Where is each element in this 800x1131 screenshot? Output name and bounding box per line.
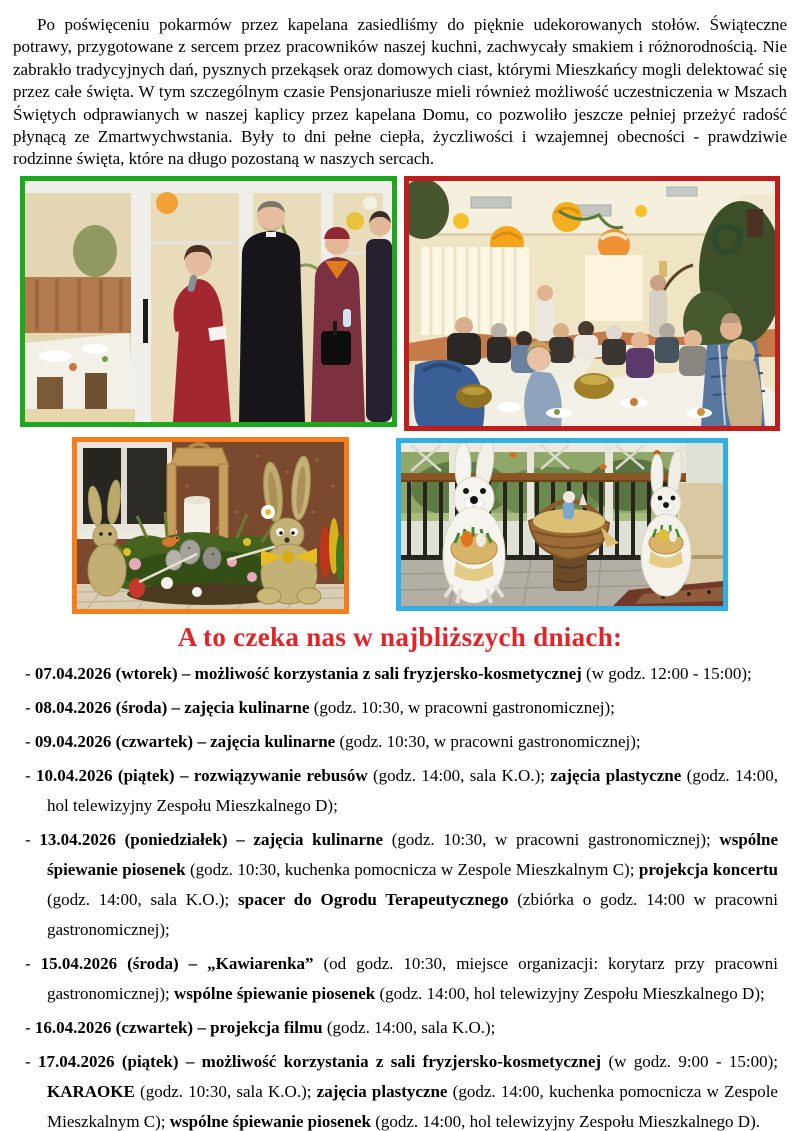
schedule-item: - 16.04.2026 (czwartek) – projekcja filmu (godz. 14:00, sala K.O.); [25, 1017, 496, 1037]
schedule-item: - 07.04.2026 (wtorek) – możliwość korzystania z sali fryzjersko-kosmetycznej (w godz. 12:00 - 15:00); [25, 663, 752, 683]
schedule-item: - 13.04.2026 (poniedziałek) – zajęcia kulinarne (godz. 10:30, w pracowni gastronomicznej); wspólne śpiewanie piosenek (godz. 10:30, kuchenka pomocnicza w Zespole Mieszkalnym C); projekcja koncertu (godz. 14:00, sala K.O.); spacer do Ogrodu Terapeutycznego (zbiórka o godz. 14:00 w pracowni gastronomicznej); [25, 829, 778, 939]
intro-paragraph: Po poświęceniu pokarmów przez kapelana zasiedliśmy do pięknie udekorowanych stołów. Świąteczne potrawy, przygotowane z sercem przez pracowników naszej kuchni, zachwycały smakiem i różnorodnością. Nie zabrakło tradycyjnych dań, pysznych przekąsek oraz domowych ciast, którymi Mieszkańcy mogli delektować się przez całe święta. W tym szczególnym czasie Pensjonariusze mieli również możliwość uczestniczenia w Mszach Świętych odprawianych w naszej kaplicy przez kapelana Domu, co pozwoliło jeszcze pełniej przeżyć radość płynącą ze Zmartwychwstania. Były to dni pełne ciepła, życzliwości i wzajemnej obecności - prawdziwie rodzinne święta, które na długo pozostaną w naszych sercach. [13, 15, 787, 169]
schedule-heading: A to czeka nas w najbliższych dniach: [177, 621, 623, 652]
photo-balcony-bunnies [396, 438, 728, 611]
schedule-item: - 10.04.2026 (piątek) – rozwiązywanie rebusów (godz. 14:00, sala K.O.); zajęcia plastyczne (godz. 14:00, hol telewizyjny Zespołu Mieszkalnego D); [25, 765, 778, 815]
photo-dining-hall [404, 176, 780, 431]
schedule-item: - 15.04.2026 (środa) – „Kawiarenka” (od godz. 10:30, miejsce organizacji: korytarz przy pracowni gastronomicznej); wspólne śpiewanie piosenek (godz. 14:00, hol telewizyjny Zespołu Mieszkalnego D); [25, 953, 779, 1003]
photo-ceremony-speech [20, 176, 397, 427]
schedule-list [0, 655, 800, 1131]
photo-grid [0, 171, 800, 619]
schedule-item: - 09.04.2026 (czwartek) – zajęcia kulinarne (godz. 10:30, w pracowni gastronomicznej); [25, 731, 641, 751]
photo-easter-decoration [72, 437, 349, 614]
schedule-item: - 17.04.2026 (piątek) – możliwość korzystania z sali fryzjersko-kosmetycznej (w godz. 9:00 - 15:00); KARAOKE (godz. 10:30, sala K.O.); zajęcia plastyczne (godz. 14:00, kuchenka pomocnicza w Zespole Mieszkalnym C); wspólne śpiewanie piosenek (godz. 14:00, hol telewizyjny Zespołu Mieszkalnego D). [25, 1051, 778, 1131]
schedule-item: - 08.04.2026 (środa) – zajęcia kulinarne (godz. 10:30, w pracowni gastronomicznej); [25, 697, 615, 717]
easter-decoration-photo-image [77, 442, 344, 609]
bystander-figure [366, 211, 392, 422]
dining-hall-photo-image [409, 181, 775, 426]
ceremony-photo-image [25, 181, 392, 422]
balcony-bunnies-photo-image [401, 443, 723, 606]
